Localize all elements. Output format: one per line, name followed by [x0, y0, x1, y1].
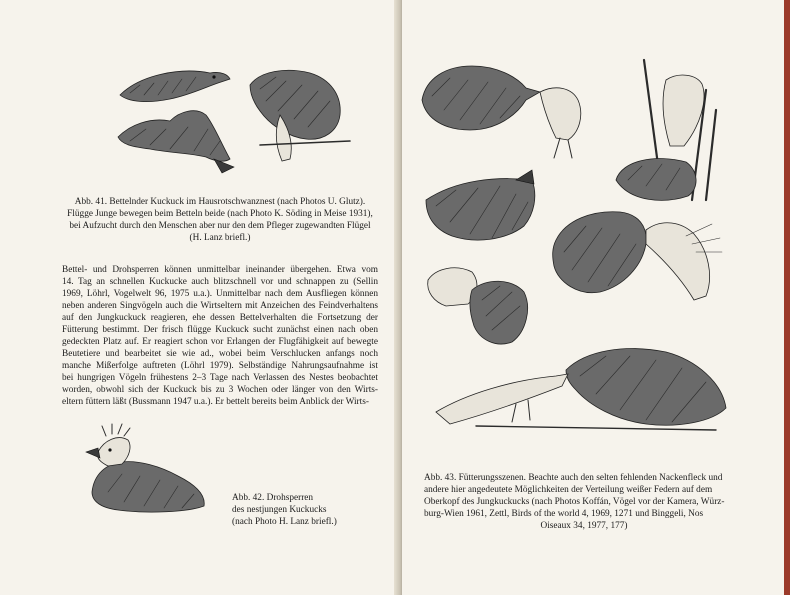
body-line: gedeckten Platz auf. Er reagiert schon vor Erlangen der Flugfähigkeit auf bewegte: [62, 337, 378, 347]
body-text: [62, 264, 378, 408]
body-line: Bettel- und Drohsperren können unmittelbar ineinander übergehen. Etwa vom: [62, 265, 378, 275]
scan-edge-right: [784, 0, 790, 595]
figure-41-caption-line: Abb. 41. Bettelnder Kuckuck im Hausrotschwanznest (nach Photos U. Glutz).: [74, 197, 366, 207]
cuckoo-on-branch: [250, 70, 350, 161]
figure-42-caption-line: des nestjungen Kuckucks: [232, 505, 327, 515]
figure-41-caption-line: (H. Lanz briefl.): [189, 233, 251, 243]
figure-42-illustration: [78, 422, 218, 522]
body-line: eltern füttern läßt (Bussmann 1947 u.a.). Er bettelt bereits beim Anblick der Wirts-: [62, 397, 369, 407]
figure-43-illustration: [416, 30, 736, 450]
body-line: Fütterung bestimmt. Der frisch flügge Kuckuck sucht zunächst einen nach oben: [62, 325, 378, 335]
figure-43-caption-line: burg-Wien 1961, Zettl, Birds of the world 4, 1969, 1271 und Binggeli, Nos: [424, 509, 704, 519]
feeding-scene-4: [553, 212, 722, 300]
body-line: auf den Jungkuckuck reagieren, ehe dessen Bettelverhalten die Fortsetzung der: [62, 313, 378, 323]
figure-41-illustration: [110, 55, 370, 185]
figure-41-caption: [62, 196, 378, 244]
feeding-scene-3: [426, 170, 535, 240]
figure-43-caption-line: Oberkopf des Jungkuckucks (nach Photos Koffán, Vögel vor der Kamera, Würz-: [424, 497, 725, 507]
body-line: 1969, Löhrl, Vogelwelt 96, 1975 u.a.). Unmittelbar nach dem Ausfliegen können: [62, 289, 378, 299]
figure-41-caption-line: Flügge Junge bewegen beim Betteln beide (nach Photo K. Söding in Meise 1931),: [67, 209, 373, 219]
begging-cuckoo-top: [120, 71, 230, 102]
feeding-scene-1: [422, 66, 581, 158]
feeding-scene-2-nest: [616, 60, 716, 200]
body-line: manche Mißerfolge auftreten (Löhrl 1979). Selbständige Nahrungsaufnahme ist: [62, 361, 378, 371]
body-line: worden, obwohl sich der Kuckuck bis zu 3 Wochen oder länger von den Wirts-: [62, 385, 378, 395]
figure-41-caption-line: bei Aufzucht durch den Menschen aber nur den dem Pfleger zugewandten Flügel: [69, 221, 371, 231]
begging-cuckoo-bottom: [118, 111, 234, 173]
body-line: 14. Tag an schnellen Kuckucke auch blitzschnell vor und schnappen zu (Sellin: [62, 277, 378, 287]
body-line: bei hungrigen Vögeln frühestens 2–3 Tage nach Verlassen des Nestes beobachtet: [62, 373, 378, 383]
figure-42-caption-line: Abb. 42. Drohsperren: [232, 493, 314, 503]
figure-43-caption-line: Oiseaux 34, 1977, 177): [540, 521, 628, 531]
figure-43-caption-line: Abb. 43. Fütterungsszenen. Beachte auch den selten fehlenden Nackenfleck und: [424, 473, 723, 483]
feeding-scene-6: [436, 349, 726, 430]
figure-43-caption: [424, 472, 744, 532]
figure-43-caption-line: andere hier angedeutete Möglichkeiten der Verteilung weißer Federn auf dem: [424, 485, 713, 495]
right-page: [402, 0, 790, 595]
feeding-scene-5: [428, 268, 528, 344]
figure-42-caption-line: (nach Photo H. Lanz briefl.): [232, 517, 337, 527]
body-line: Beutetiere und bearbeitet sie wie ad., wobei beim Verschlucken anfangs noch: [62, 349, 378, 359]
figure-42-caption: [232, 492, 382, 528]
body-line: neben anderen Singvögeln auch die Wirtseltern mit Anzeichen des Feindverhaltens: [62, 301, 378, 311]
